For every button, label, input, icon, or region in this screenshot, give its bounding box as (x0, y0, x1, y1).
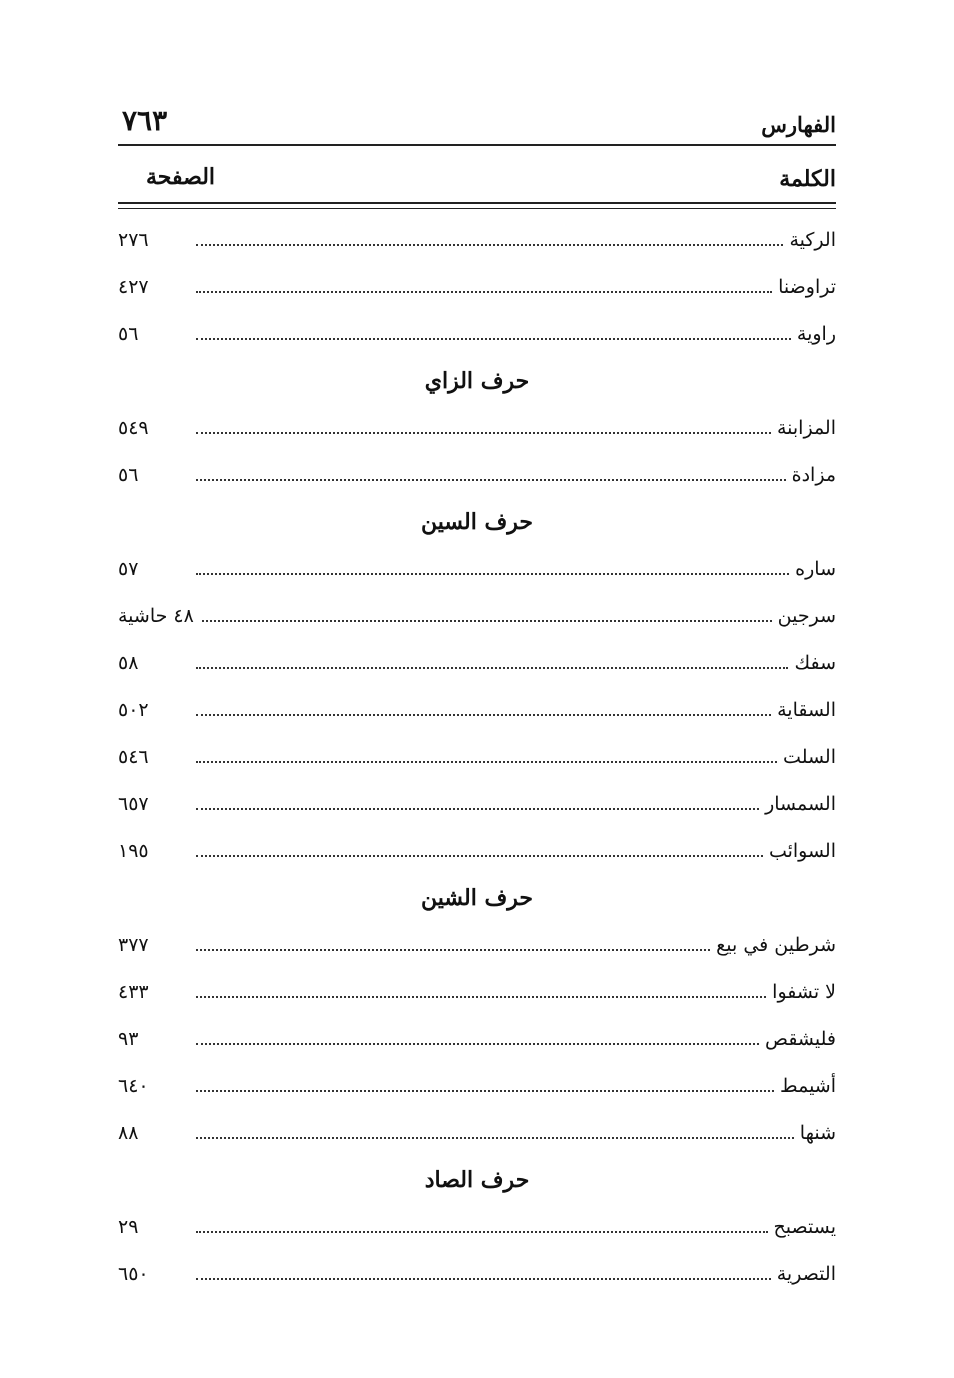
dot-leader (196, 291, 772, 293)
column-headers (118, 162, 836, 198)
dot-leader (196, 1231, 768, 1233)
index-entry (118, 827, 836, 874)
entry-word: ساره (795, 557, 836, 580)
index-entry (118, 733, 836, 780)
dot-leader (196, 949, 710, 951)
section-heading-saad: حرف الصاد (424, 1166, 530, 1193)
dot-leader (196, 1278, 771, 1280)
entry-page: ٥٨ (118, 651, 139, 674)
entry-page: ٤٢٧ (118, 275, 149, 298)
entry-page: ٥٦ (118, 322, 139, 345)
index-entry (118, 451, 836, 498)
entry-word: التصرية (776, 1262, 836, 1285)
entry-page: ٥٠٢ (118, 698, 149, 721)
index-page (118, 100, 836, 1320)
entry-word: المزابنة (776, 416, 836, 439)
dot-leader (196, 667, 788, 669)
index-entry (118, 780, 836, 827)
header-rule (118, 144, 836, 146)
index-entry (118, 1109, 836, 1156)
index-entry (118, 1250, 836, 1297)
entry-word: أشيمط (780, 1074, 836, 1097)
dot-leader (196, 1090, 774, 1092)
index-entry (118, 1015, 836, 1062)
section-heading-seen: حرف السين (420, 508, 534, 535)
index-list (118, 216, 836, 1297)
entry-page: ٤٨ حاشية (118, 604, 194, 627)
index-entry (118, 263, 836, 310)
entry-word: فليشقص (765, 1027, 836, 1050)
index-entry (118, 404, 836, 451)
index-entry (118, 1062, 836, 1109)
entry-word: الركية (789, 228, 836, 251)
entry-page: ٦٥٠ (118, 1262, 149, 1285)
dot-leader (196, 761, 777, 763)
running-title: الفهارس (761, 112, 836, 137)
dot-leader (196, 244, 783, 246)
dot-leader (196, 573, 789, 575)
entry-word: السمسار (765, 792, 836, 815)
index-entry (118, 639, 836, 686)
entry-page: ٨٨ (118, 1121, 139, 1144)
entry-word: يستصبح (773, 1215, 836, 1238)
entry-page: ٩٣ (118, 1027, 139, 1050)
entry-word: السلت (783, 745, 836, 768)
entry-page: ١٩٥ (118, 839, 149, 862)
entry-page: ٣٧٧ (118, 933, 149, 956)
index-entry (118, 1203, 836, 1250)
entry-word: شنها (799, 1121, 836, 1144)
entry-word: مزادة (791, 463, 836, 486)
entry-page: ٥٤٦ (118, 745, 149, 768)
dot-leader (196, 855, 763, 857)
column-header-rule (118, 202, 836, 209)
entry-page: ٥٦ (118, 463, 139, 486)
index-entry (118, 216, 836, 263)
entry-page: ٥٤٩ (118, 416, 149, 439)
dot-leader (196, 338, 791, 340)
entry-word: سفك (794, 651, 836, 674)
entry-page: ٢٩ (118, 1215, 139, 1238)
entry-word: شرطين في بيع (716, 933, 836, 956)
page-number: ٧٦٣ (122, 104, 168, 137)
dot-leader (196, 808, 759, 810)
dot-leader (196, 1043, 759, 1045)
section-heading-zay: حرف الزاي (424, 367, 530, 394)
index-entry (118, 545, 836, 592)
entry-word: السقاية (777, 698, 836, 721)
dot-leader (196, 1137, 794, 1139)
dot-leader (196, 996, 766, 998)
dot-leader (196, 714, 771, 716)
dot-leader (196, 432, 771, 434)
entry-word: السوائب (768, 839, 836, 862)
index-entry (118, 310, 836, 357)
section-heading-sheen: حرف الشين (420, 884, 534, 911)
index-entry (118, 686, 836, 733)
dot-leader (196, 479, 786, 481)
column-header-word: الكلمة (779, 166, 836, 192)
dot-leader (202, 620, 772, 622)
entry-page: ٦٤٠ (118, 1074, 149, 1097)
entry-word: تراوضنا (778, 275, 836, 298)
index-entry (118, 592, 836, 639)
index-entry (118, 921, 836, 968)
index-entry (118, 968, 836, 1015)
entry-page: ٥٧ (118, 557, 139, 580)
column-header-page: الصفحة (146, 164, 216, 190)
entry-page: ٢٧٦ (118, 228, 149, 251)
running-header (118, 100, 836, 140)
entry-word: سرجين (777, 604, 836, 627)
entry-page: ٦٥٧ (118, 792, 149, 815)
entry-word: لا تشفوا (772, 980, 836, 1003)
entry-word: راوية (796, 322, 836, 345)
entry-page: ٤٣٣ (118, 980, 149, 1003)
